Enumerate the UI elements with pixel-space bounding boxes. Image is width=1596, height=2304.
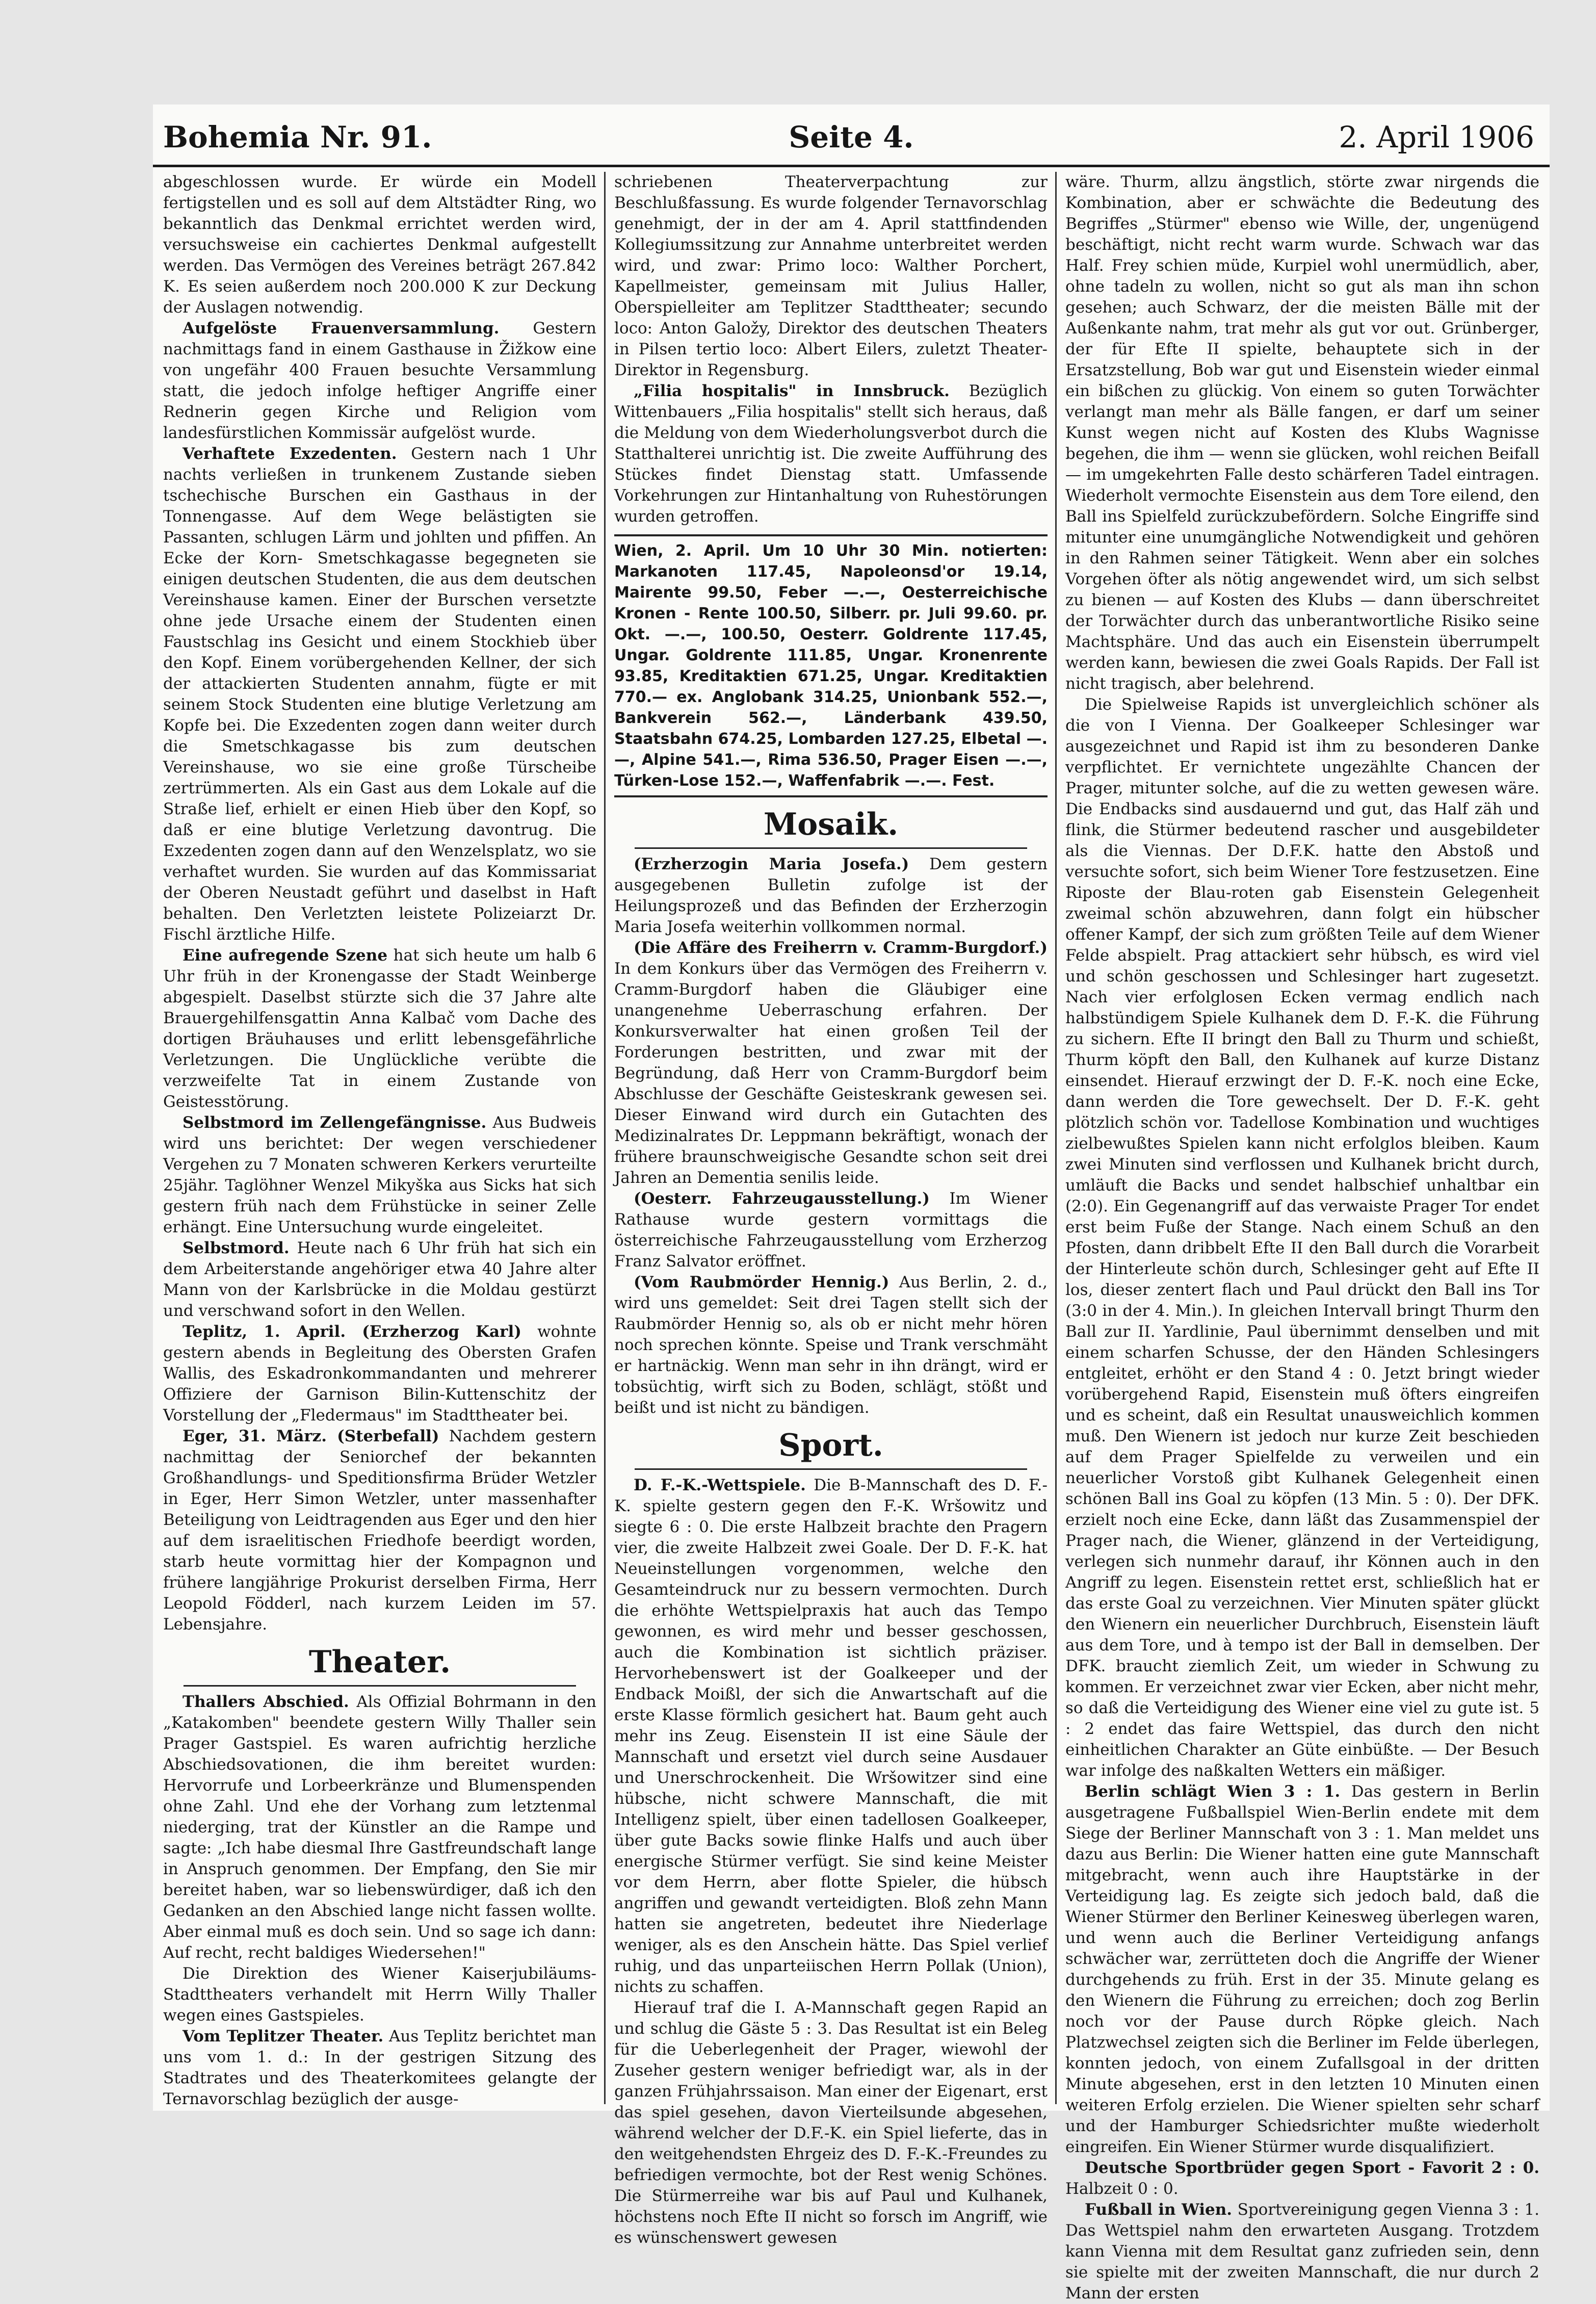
article-text: Aus Berlin, 2. d., wird uns gemeldet: Seit drei Tagen stellt sich der Raubmörder Hennig so, als ob er nicht mehr hören noch sprechen könnte. Speise und Trank verschmäht er hartnäckig. Wenn man sehr in ihn drängt, wird er tobsüchtig, wirft sich zu Boden, schlägt, stößt und beißt und ist nicht zu bändigen. [614, 1273, 1048, 1417]
masthead-issue: Bohemia Nr. 91. [163, 120, 432, 154]
article-paragraph [614, 381, 1048, 527]
article-paragraph [163, 945, 596, 1112]
article-paragraph [163, 1692, 596, 1963]
article-paragraph [1065, 2199, 1539, 2304]
article-paragraph [163, 2026, 596, 2110]
article-title: Berlin schlägt Wien 3 : 1. [1085, 1782, 1341, 1801]
article-text: Gestern nachmittags fand in einem Gasthause in Žižkow eine von ungefähr 400 Frauen besuchte Versammlung statt, die jedoch infolge heftiger Angriffe einer Rednerin gegen Kirche und Religion vom landesfürstlichen Kommissär aufgelöst wurde. [163, 319, 596, 442]
page-number: Seite 4. [789, 120, 914, 154]
article-paragraph: Die Direktion des Wiener Kaiserjubiläums-Stadttheaters verhandelt mit Herrn Willy Thaller wegen eines Gastspieles. [163, 1964, 596, 2025]
article-title: Eine aufregende Szene [182, 946, 388, 965]
article-title: Fußball in Wien. [1085, 2201, 1233, 2219]
article-paragraph: wäre. Thurm, allzu ängstlich, störte zwar nirgends die Kombination, aber er schwächte die Bedeutung des Begriffes „Stürmer" ebenso wie Wille, der, ungenügend beschäftigt, nicht recht warm wurde. Schwach war das Half. Frey schien müde, Kurpiel wohl unermüdlich, aber, ohne tadeln zu wollen, nicht so gut als man ihn schon gesehen; auch Schwarz, der die meisten Bälle mit der Außenkante nahm, trat mehr als gut vor out. Grünberger, der für Efte II spielte, behauptete sich in der Ersatzstellung, Bob war gut und Eisenstein wieder einmal ein bißchen zu glückig. Von einem so guten Torwächter verlangt man mehr als Bälle fangen, er darf um seiner Kunst wegen nicht auf Kosten des Klubs Wagnisse begehen, die ihm — wenn sie glücken, wohl reichen Beifall — im umgekehrten Falle desto schärferen Tadel eintragen. Wiederholt vermochte Eisenstein aus dem Tore eilend, den Ball ins Spielfeld zurückzubefördern. Solche Eingriffe sind mitunter eine unumgängliche Notwendigkeit und gehören in den Rahmen seiner Tätigkeit. Wenn aber ein solches Vorgehen öfter als nötig angewendet wird, um sich selbst zu bienen — auf Kosten des Klubs — dann überschreitet der Torwächter durch das unberantwortliche Risiko seine Machtsphäre. Und das auch ein Eisenstein überrumpelt werden kann, bewiesen die zwei Goals Rapids. Der Fall ist nicht tragisch, aber belehrend. [1065, 173, 1539, 693]
article-title: (Vom Raubmörder Hennig.) [634, 1273, 889, 1291]
issue-date: 2. April 1906 [1339, 120, 1534, 154]
article-title: Verhaftete Exzedenten. [182, 445, 397, 463]
article-text: Die B-Mannschaft des D. F.-K. spielte gestern gegen den F.-K. Wršowitz und siegte 6 : 0. Die erste Halbzeit brachte den Pragern vier, die zweite Halbzeit zwei Goale. Der D. F.-K. hat Neueinstellungen vorgenommen, welche den Gesamteindruck nur zu bessern vermochten. Durch die erhöhte Wettspielpraxis hat auch das Tempo gewonnen, es wird mehr und besser geschossen, auch die Kombination ist sichtlich präziser. Hervorhebenswert ist der Goalkeeper und der Endback Moißl, der sich die Anwartschaft auf die erste Klasse förmlich gesichert hat. Baum geht auch mehr ins Zeug. Eisenstein II ist eine Säule der Mannschaft und ersetzt viel durch seine Ausdauer und Unerschrockenheit. Die Wršowitzer sind eine hübsche, nicht schwere Mannschaft, die mit Intelligenz spielt, über einen tadellosen Goalkeeper, über gute Backs sowie flinke Halfs und auch über energische Stürmer verfügt. Sie sind keine Meister vor dem Herrn, aber flotte Spieler, die hübsch angriffen und gewandt verteidigten. Bloß zehn Mann hatten sie angetreten, bedeutet ihre Niederlage weniger, als es den Anschein hätte. Das Spiel verlief ruhig, und das unparteiischen Herrn Pollak (Union), nichts zu schaffen. [614, 1476, 1048, 1996]
section-rule [635, 1468, 1027, 1470]
article-text: hat sich heute um halb 6 Uhr früh in der Kronengasse der Stadt Weinberge abgespielt. Daselbst stürzte sich die 37 Jahre alte Brauergehilfensgattin Anna Kalbač vom Dache des dortigen Bräuhauses und erlitt lebensgefährliche Verletzungen. Die Unglückliche verübte die verzweifelte Tat in einem Zustande von Geistesstörung. [163, 946, 596, 1111]
article-text: Bezüglich Wittenbauers „Filia hospitalis" stellt sich heraus, daß die Meldung von dem Wiederholungsverbot durch die Statthalterei unrichtig ist. Die zweite Aufführung des Stückes findet Dienstag statt. Umfassende Vorkehrungen zur Hintanhaltung von Ruhestörungen wurden getroffen. [614, 382, 1048, 526]
article-title: „Filia hospitalis" in Innsbruck. [634, 382, 950, 400]
article-title: Vom Teplitzer Theater. [182, 2027, 384, 2046]
column-2 [614, 172, 1048, 2247]
article-paragraph [163, 1238, 596, 1322]
article-title: D. F.-K.-Wettspiele. [634, 1476, 806, 1494]
article-text: Sportvereinigung gegen Vienna 3 : 1. Das Wettspiel nahm den erwarteten Ausgang. Trotzdem kann Vienna mit dem Resultat ganz zufrieden sein, denn sie spielte mit der zweiten Mannschaft, die nur durch 2 Mann der ersten [1065, 2201, 1540, 2302]
article-paragraph: Die Spielweise Rapids ist unvergleichlich schöner als die von I Vienna. Der Goalkeeper Schlesinger war ausgezeichnet und Rapid ist ihm zu besonderen Danke verpflichtet. Er vernichtete ungezählte Chancen der Prager, mitunter solche, auf die zu wetten gewesen wäre. Die Endbacks sind ausdauernd und gut, das Half zäh und flink, die Stürmer bedeutend rascher und ausgebildeter als die Viennas. Der D.F.K. hatte den Abstoß und versuchte sofort, sich beim Wiener Tore festzusetzen. Eine Riposte der Blau-roten gab Eisenstein Gelegenheit zweimal schön abzuwehren, dann folgt ein hübscher offener Kampf, der sich zum größten Teile auf dem Wiener Felde abspielt. Prag attackiert sehr hübsch, es wird viel und schön geschossen und Schlesinger hart zugesetzt. Nach vier erfolglosen Ecken vermag endlich nach halbstündigem Spiele Kulhanek dem D. F.-K. die Führung zu sichern. Efte II bringt den Ball zu Thurm und schießt, Thurm köpft den Ball, den Kulhanek auf kurze Distanz einsendet. Hierauf erzwingt der D. F.-K. noch eine Ecke, dann werden die Tore gewechselt. Der D. F.-K. geht plötzlich schön vor. Tadellose Kombination und wuchtiges zielbewußtes Spielen kann nicht erfolglos bleiben. Kaum zwei Minuten sind verflossen und Kulhanek bricht durch, umläuft die Backs und sendet halbschief unhaltbar ein (2:0). Ein Gegenangriff auf das verwaiste Prager Tor endet erst beim Fuße der Stange. Nach einem Schuß an den Pfosten, dann dribbelt Efte II den Ball durch die Vorarbeit der Hinterleute schön durch, Schlesinger geht auf Efte II los, dieser zentert flach und Paul drückt den Ball ins Tor (3:0 in der 4. Min.). In gleichen Intervall bringt Thurm den Ball zur II. Yardlinie, Paul übernimmt denselben und mit einem scharfen Schusse, der den Händen Schlesingers entgleitet, erhöht er den Stand 4 : 0. Jetzt bringt wieder vorübergehend Rapid, Eisenstein muß öfters eingreifen und es scheint, daß ein Resultat unausweichlich kommen muß. Den Wienern ist jedoch nur kurze Zeit beschieden auf dem Prager Spielfelde zu verweilen und ein neuerlicher Vorstoß gibt Kulhanek Gelegenheit einen schönen Ball ins Goal zu köpfen (13 Min. 5 : 0). Der DFK. erzielt noch eine Ecke, dann läßt das Zusammenspiel der Prager nach, die Wiener, glänzend in der Verteidigung, verlegen sich nunmehr darauf, ihr Können auch in den Angriff zu legen. Eisenstein rettet erst, schließlich hat er das erste Goal zu verzeichnen. Vier Minuten später glückt den Wienern ein neuerlicher Durchbruch, Eisenstein läuft aus dem Tore, und à tempo ist der Ball in demselben. Der DFK. braucht ziemlich Zeit, um wieder in Schwung zu kommen. Er verzeichnet zwar vier Ecken, aber nicht mehr, so daß die Verteidigung des Wiener eine viel zu gute ist. 5 : 2 endet das faire Wettspiel, das durch den nicht einheitlichen Charakter an Güte einbüßte. — Der Besuch war infolge des naßkalten Wetters ein mäßiger. [1065, 695, 1539, 1780]
article-text: Im Wiener Rathause wurde gestern vormittags die österreichische Fahrzeugausstellung vom Erzherzog Franz Salvator eröffnet. [614, 1189, 1048, 1271]
article-text: Aus Teplitz berichtet man uns vom 1. d.: In der gestrigen Sitzung des Stadtrates und des Theaterkomitees gelangte der Ternavorschlag bezüglich der ausge- [163, 2027, 596, 2108]
article-paragraph [163, 444, 596, 945]
article-paragraph: Hierauf traf die I. A-Mannschaft gegen Rapid an und schlug die Gäste 5 : 3. Das Resultat ist ein Beleg für die Ueberlegenheit der Prager, wiewohl der Zuseher gestern weniger befriedigt war, als in der ganzen Frühjahrssaison. Man einer der Eigenart, erst das spiel gesehen, davon Vierteilsunde abgesehen, während welcher der D.F.-K. ein Spiel lieferte, das in den weitgehendsten Ehrgeiz des D. F.-K.-Freundes zu befriedigen vermochte, bot der Rest wenig Schönes. Die Stürmerreihe war bis auf Paul und Kulhanek, höchstens noch Efte II nicht so forsch im Angriff, wie es wünschenswert gewesen [614, 1999, 1048, 2247]
article-paragraph: abgeschlossen wurde. Er würde ein Modell fertigstellen und es soll auf dem Altstädter Ring, wo bekanntlich das Denkmal errichtet werden wird, versuchsweise ein cachiertes Denkmal aufgestellt werden. Das Vermögen des Vereines beträgt 267.842 K. Es seien außerdem noch 200.000 K zur Deckung der Auslagen notwendig. [163, 173, 596, 317]
stock-market-report: Wien, 2. April. Um 10 Uhr 30 Min. notierten: Markanoten 117.45, Napoleonsd'or 19.14, Mairente 99.50, Feber —.—, Oesterreichische Kronen - Rente 100.50, Silberr. pr. Juli 99.60. pr. Okt. —.—, 100.50, Oesterr. Goldrente 117.45, Ungar. Goldrente 111.85, Ungar. Kronenrente 93.85, Kreditaktien 671.25, Ungar. Kreditaktien 770.— ex. Anglobank 314.25, Unionbank 552.—, Bankverein 562.—, Länderbank 439.50, Staatsbahn 674.25, Lombarden 127.25, Elbetal —.—, Alpine 541.—, Rima 536.50, Prager Eisen —.—, Türken-Lose 152.—, Waffenfabrik —.—. Fest. [614, 534, 1048, 797]
section-rule [635, 847, 1027, 849]
article-title: Aufgelöste Frauenversammlung. [182, 319, 500, 338]
column-divider-2 [1055, 172, 1057, 2104]
article-title: (Erzherzogin Maria Josefa.) [634, 855, 909, 873]
article-text: Halbzeit 0 : 0. [1065, 2180, 1179, 2198]
column-1 [163, 172, 597, 2108]
article-text: Heute nach 6 Uhr früh hat sich ein dem Arbeiterstande angehöriger etwa 40 Jahre alter Mann von der Karlsbrücke in die Moldau gestürzt und verschwand sofort in den Wellen. [163, 1239, 596, 1320]
section-heading-sport: Sport. [778, 1428, 883, 1463]
article-text: In dem Konkurs über das Vermögen des Freiherrn v. Cramm-Burgdorf haben die Gläubiger eine unangenehme Ueberraschung erfahren. Der Konkursverwalter hat einen großen Teil der Forderungen bestritten, und zwar mit der Begründung, daß Herr von Cramm-Burgdorf beim Abschlusse der Geschäfte Geisteskrank gewesen sei. Dieser Einwand wird durch ein Gutachten des Medizinalrates Dr. Leppmann bekräftigt, wonach der frühere braunschweigische Gesandte schon seit drei Jahren an Dementia senilis leide. [614, 960, 1048, 1187]
article-text: Als Offizial Bohrmann in den „Katakomben" beendete gestern Willy Thaller sein Prager Gastspiel. Es waren aufrichtig herzliche Abschiedsovationen, die ihm bereitet wurden: Hervorrufe und Lorbeerkränze und Blumenspenden ohne Zahl. Und ehe der Vorhang zum letztenmal niederging, trat der Künstler an die Rampe und sagte: „Ich habe diesmal Ihre Gastfreundschaft lange in Anspruch genommen. Der Empfang, den Sie mir bereitet haben, war so liebenswürdiger, daß ich den Gedanken an den Abschied lange nicht fassen wollte. Aber einmal muß es doch sein. Und so sage ich dann: Auf recht, recht baldiges Wiedersehen!" [163, 1693, 597, 1962]
article-paragraph [614, 938, 1048, 1188]
article-paragraph: schriebenen Theaterverpachtung zur Beschlußfassung. Es wurde folgender Ternavorschlag genehmigt, der in der am 4. April stattfindenden Kollegiumssitzung zur Annahme unterbreitet werden wird, und zwar: Primo loco: Walther Porchert, Kapellmeister, gemeinsam mit Julius Haller, Oberspielleiter am Teplitzer Stadttheater; secundo loco: Anton Galožy, Direktor des deutschen Theaters in Pilsen tertio loco: Albert Eilers, zuletzt Theater-Direktor in Regensburg. [614, 173, 1048, 379]
article-paragraph [614, 1188, 1048, 1272]
article-paragraph [163, 1322, 596, 1426]
article-text: Gestern nach 1 Uhr nachts verließen in trunkenem Zustande sieben tschechische Burschen ein Gasthaus in der Tonnengasse. Auf dem Wege belästigten sie Passanten, schlugen Lärm und johlten und pfiffen. An Ecke der Korn- Smetschkagasse begegneten sie einigen deutschen Studenten, die aus dem deutschen Vereinshause kamen. Einer der Burschen versetzte ohne jede Ursache einem der Studenten einen Faustschlag ins Gesicht und einem Stockhieb über den Kopf. Einem vorübergehenden Kellner, der sich der attackierten Studenten annahm, fügte er mit seinem Stock Studenten eine blutige Verletzung am Kopfe bei. Die Exzedenten zogen dann weiter durch die Smetschkagasse bis zum deutschen Vereinshause, wo sie eine große Türscheibe zertrümmerten. Als ein Gast aus dem Lokale auf die Straße lief, erhielt er einen Hieb über den Kopf, so daß er eine blutige Verletzung davontrug. Die Exzedenten zogen dann auf den Wenzelsplatz, wo sie verhaftet wurden. Sie wurden auf das Kommissariat der Oberen Neustadt geführt und daselbst in Haft behalten. Den Verletzten leistete Polizeiarzt Dr. Fischl ärztliche Hilfe. [163, 445, 597, 944]
article-title: (Die Affäre des Freiherrn v. Cramm-Burgdorf.) [634, 939, 1048, 957]
article-paragraph [163, 318, 596, 444]
article-title: Deutsche Sportbrüder gegen Sport - Favorit 2 : 0. [1085, 2159, 1539, 2177]
article-text: wohnte gestern abends in Begleitung des Obersten Grafen Wallis, des Eskadronkommandanten und mehrerer Offiziere der Garnison Bilin-Kuttenschitz der Vorstellung der „Fledermaus" im Stadttheater bei. [163, 1323, 596, 1425]
newspaper-page [153, 105, 1550, 2302]
article-title: Teplitz, 1. April. (Erzherzog Karl) [182, 1323, 521, 1341]
page-header [153, 105, 1550, 161]
article-paragraph [614, 854, 1048, 938]
article-title: Selbstmord im Zellengefängnisse. [182, 1114, 487, 1132]
article-title: (Oesterr. Fahrzeugausstellung.) [634, 1189, 930, 1208]
article-text: Nachdem gestern nachmittag der Seniorchef der bekannten Großhandlungs- und Speditionsfirma Brüder Wetzler in Eger, Herr Simon Wetzler, unter massenhafter Beteiligung von Leidtragenden aus Eger und den hier auf dem israelitischen Friedhofe beerdigt worden, starb heute vormittag hier der Kompagnon und frühere langjährige Prokurist derselben Firma, Herr Leopold Födderl, nach kurzem Leiden im 57. Lebensjahre. [163, 1427, 597, 1634]
column-divider-1 [604, 172, 606, 2104]
article-paragraph [614, 1475, 1048, 1998]
article-title: Selbstmord. [182, 1239, 290, 1257]
article-paragraph [1065, 2158, 1539, 2199]
article-paragraph [1065, 1781, 1539, 2158]
section-heading-mosaik: Mosaik. [763, 807, 899, 842]
article-title: Eger, 31. März. (Sterbefall) [182, 1427, 439, 1445]
article-text: Das gestern in Berlin ausgetragene Fußballspiel Wien-Berlin endete mit dem Siege der Berliner Mannschaft von 3 : 1. Man meldet uns dazu aus Berlin: Die Wiener hatten eine gute Mannschaft mitgebracht, wenn auch ihre Hauptstärke in der Verteidigung lag. Es zeigte sich jedoch bald, daß die Wiener Stürmer den Berliner Keinesweg überlegen waren, und wenn auch die Berliner Verteidigung anfangs schwächer war, zerrütteten doch die Angriffe der Wiener durchgehends zu früh. Erst in der 35. Minute gelang es den Wienern die Führung zu erreichen; doch zog Berlin noch vor der Pause durch Röpke gleich. Nach Platzwechsel zeigten sich die Berliner im Felde überlegen, konnten jedoch, von einem Zufallsgoal in der dritten Minute abgesehen, erst in den letzten 10 Minuten einen weiteren Erfolg erzielen. Die Wiener spielten sehr scharf und der Hamburger Schiedsrichter mußte wiederholt eingreifen. Ein Wiener Stürmer wurde disqualifiziert. [1065, 1782, 1539, 2156]
column-3 [1065, 172, 1540, 2302]
article-text: Dem gestern ausgegebenen Bulletin zufolge ist der Heilungsprozeß und das Befinden der Erzherzogin Maria Josefa weiterhin vollkommen normal. [614, 855, 1048, 936]
article-paragraph [163, 1112, 596, 1238]
article-text: Aus Budweis wird uns berichtet: Der wegen verschiedener Vergehen zu 7 Monaten schweren Kerkers verurteilte 25jähr. Taglöhner Wenzel Mikyška aus Sicks hat sich gestern früh nach dem Frühstücke in seiner Zelle erhängt. Eine Untersuchung wurde eingeleitet. [163, 1114, 596, 1236]
article-paragraph [163, 1426, 596, 1635]
section-heading-theater: Theater. [308, 1644, 451, 1680]
article-paragraph [614, 1272, 1048, 1418]
header-rule [153, 165, 1550, 167]
article-title: Thallers Abschied. [182, 1693, 349, 1711]
section-rule [184, 1685, 576, 1687]
